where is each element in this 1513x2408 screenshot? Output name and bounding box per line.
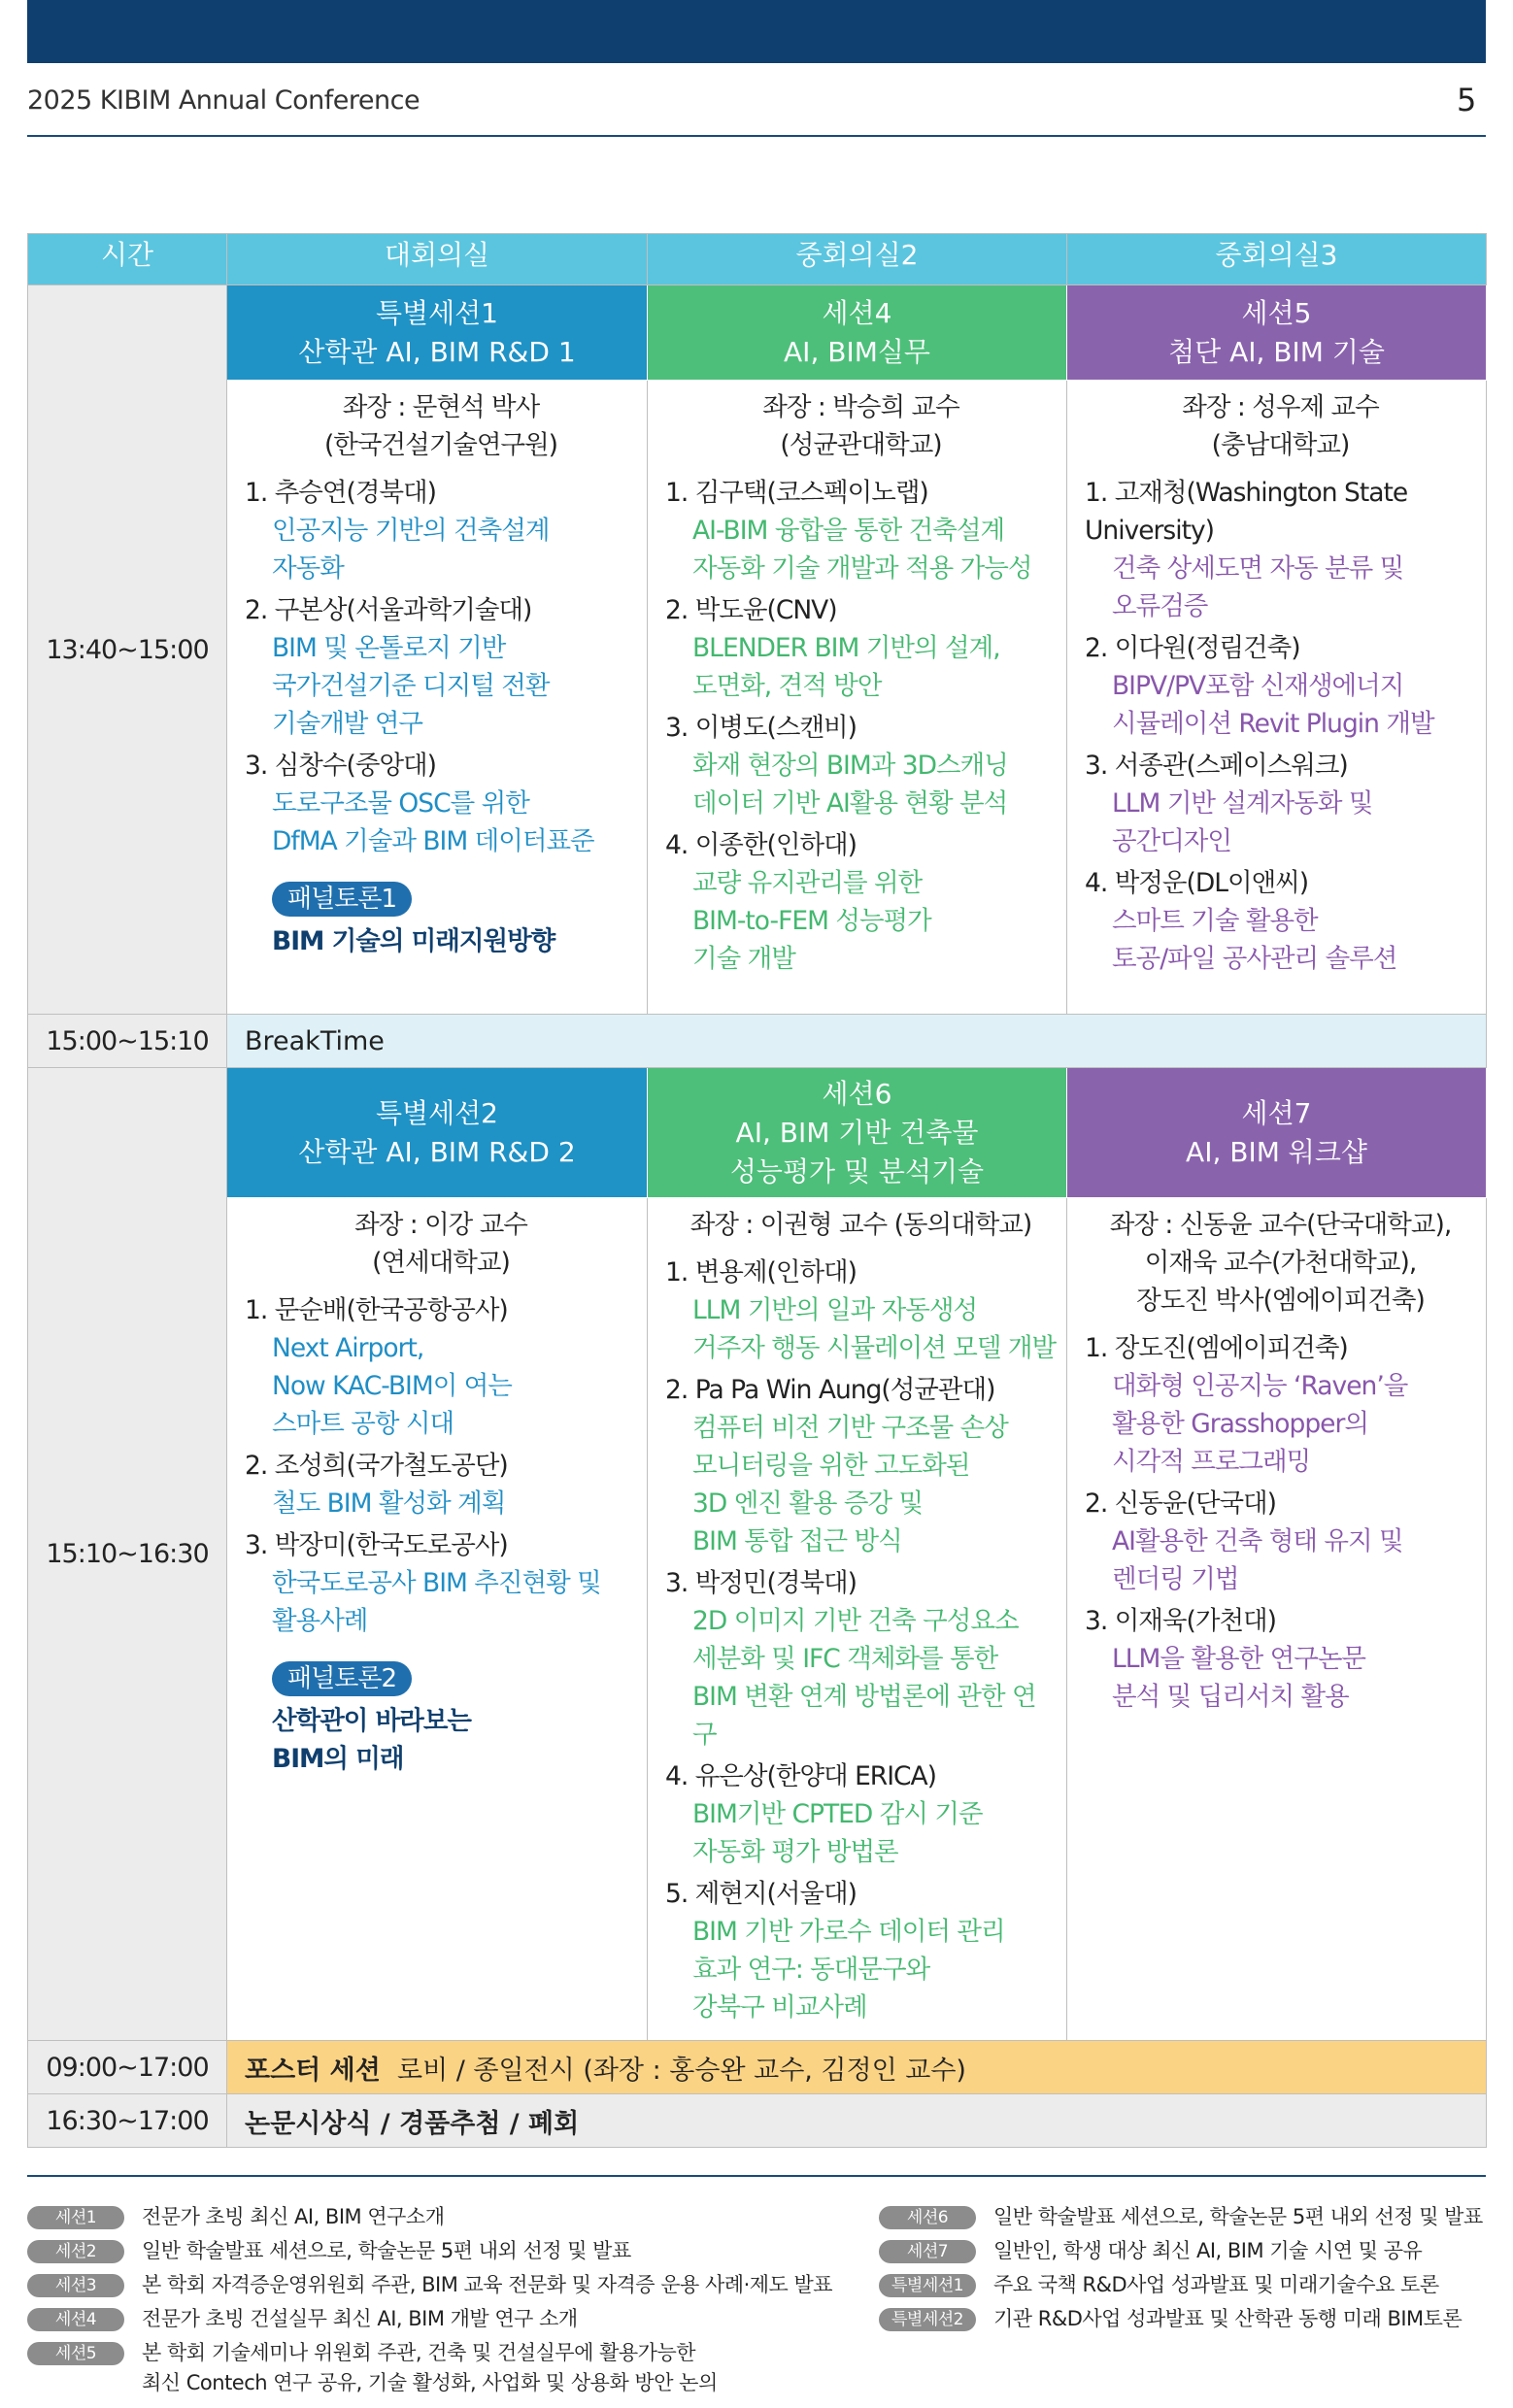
talk-title: BIM 통합 접근 방식 xyxy=(692,1526,902,1556)
talk-title: 대화형 인공지능 ‘Raven’을 xyxy=(1112,1371,1408,1401)
session-subtitle: 첨단 AI, BIM 기술 xyxy=(1168,335,1385,368)
talk-speaker: 2. 박도윤(CNV) xyxy=(665,595,837,625)
talk-title: 오류검증 xyxy=(1112,591,1208,621)
page-number: 5 xyxy=(1457,82,1477,118)
closing-label: 논문시상식 / 경품추첨 / 폐회 xyxy=(227,2094,1487,2148)
col-time: 시간 xyxy=(28,234,227,285)
chair-line: (성균관대학교) xyxy=(780,430,942,460)
talk-speaker: 2. Pa Pa Win Aung(성균관대) xyxy=(665,1375,995,1405)
chair-line: (한국건설기술연구원) xyxy=(323,430,558,460)
talk-item xyxy=(665,709,1057,822)
footer-divider xyxy=(27,2175,1486,2177)
break-row xyxy=(28,1015,1487,1068)
talk-speaker: 4. 유은상(한양대 ERICA) xyxy=(665,1761,937,1791)
talk-title: 거주자 행동 시뮬레이션 모델 개발 xyxy=(692,1333,1057,1363)
legend-line: 전문가 초빙 건설실무 최신 AI, BIM 개발 연구 소개 xyxy=(142,2307,578,2330)
room-content xyxy=(1067,1198,1487,2041)
legend-text xyxy=(993,2304,1462,2334)
talk-speaker: 5. 제현지(서울대) xyxy=(665,1879,857,1909)
break-time: 15:00~15:10 xyxy=(28,1015,227,1068)
legend-row xyxy=(27,2338,872,2398)
talk-title: 3D 엔진 활용 증강 및 xyxy=(692,1488,924,1519)
legend-text xyxy=(142,2202,444,2232)
room-content xyxy=(227,1198,648,2041)
chair-line: (연세대학교) xyxy=(372,1248,510,1278)
session-name: 특별세션1 xyxy=(375,296,498,329)
talk-title: BLENDER BIM 기반의 설계, xyxy=(692,633,1000,663)
talk-speaker: 3. 이재욱(가천대) xyxy=(1085,1606,1276,1636)
talk-speaker: 3. 서종관(스페이스워크) xyxy=(1085,751,1348,781)
talk-title: BIM 및 온톨로지 기반 xyxy=(272,633,506,663)
session-subtitle: 산학관 AI, BIM R&D 2 xyxy=(298,1135,576,1168)
legend-tag: 특별세션1 xyxy=(879,2274,976,2297)
header-row xyxy=(28,234,1487,285)
chair-line: 좌장 : 문현석 박사 xyxy=(342,392,540,422)
panel-badge: 패널토론1 xyxy=(272,882,412,917)
talk-item xyxy=(245,747,637,860)
session-name: 세션5 xyxy=(1241,296,1312,329)
talk-speaker: 2. 구본상(서울과학기술대) xyxy=(245,595,532,625)
talk-speaker: 1. 김구택(코스펙이노랩) xyxy=(665,478,928,508)
poster-label: 포스터 세션 xyxy=(245,2055,381,2086)
talk-title: AI-BIM 융합을 통한 건축설계 xyxy=(692,516,1005,546)
talk-title: 건축 상세도면 자동 분류 및 xyxy=(1112,553,1404,584)
block1-session-row xyxy=(28,285,1487,381)
talk-title: 한국도로공사 BIM 추진현황 및 xyxy=(272,1568,601,1598)
session-subtitle: AI, BIM실무 xyxy=(784,335,930,368)
talk-title: 스마트 공항 시대 xyxy=(272,1409,454,1439)
poster-detail: 로비 / 종일전시 (좌장 : 홍승완 교수, 김정인 교수) xyxy=(396,2055,966,2086)
legend-tag: 세션6 xyxy=(879,2206,976,2229)
session-chair xyxy=(665,388,1057,464)
col-room-3: 중회의실3 xyxy=(1067,234,1487,285)
legend-tag: 세션5 xyxy=(27,2342,124,2365)
legend-row xyxy=(879,2202,1491,2232)
talk-title: 강북구 비교사례 xyxy=(692,1992,867,2023)
block1-time: 13:40~15:00 xyxy=(28,285,227,1015)
talk-title: 도면화, 견적 방안 xyxy=(692,671,882,701)
talk-item xyxy=(1085,1602,1476,1716)
chair-line: 좌장 : 이강 교수 xyxy=(354,1210,527,1240)
talk-speaker: 3. 박정민(경북대) xyxy=(665,1568,857,1598)
talk-title: 기술개발 연구 xyxy=(272,709,423,739)
legend-tag: 세션2 xyxy=(27,2240,124,2263)
session-header xyxy=(1067,285,1487,381)
talk-item xyxy=(665,826,1057,978)
room-content xyxy=(648,381,1067,1015)
talk-item xyxy=(1085,1329,1476,1481)
legend-tag: 특별세션2 xyxy=(879,2308,976,2331)
session-header xyxy=(648,1068,1067,1198)
talk-item xyxy=(245,1526,637,1640)
talk-speaker: 2. 이다원(정림건축) xyxy=(1085,633,1300,663)
legend-line: 본 학회 자격증운영위원회 주관, BIM 교육 전문화 및 자격증 운용 사례·제도 발표 xyxy=(142,2273,833,2296)
panel-badge: 패널토론2 xyxy=(272,1661,412,1696)
closing-row xyxy=(28,2094,1487,2148)
talk-speaker: 3. 박장미(한국도로공사) xyxy=(245,1530,508,1560)
legend-tag: 세션1 xyxy=(27,2206,124,2229)
talk-title: 토공/파일 공사관리 솔루션 xyxy=(1112,944,1397,974)
talk-item xyxy=(1085,474,1476,625)
session-chair xyxy=(1085,1206,1476,1320)
talk-item xyxy=(665,591,1057,705)
talk-item xyxy=(665,474,1057,587)
session-header xyxy=(648,285,1067,381)
chair-line: 장도진 박사(엠에이피건축) xyxy=(1136,1286,1425,1316)
talk-item xyxy=(1085,747,1476,860)
legend-text xyxy=(993,2270,1439,2300)
legend-row xyxy=(27,2270,872,2300)
talk-title: 모니터링을 위한 고도화된 xyxy=(692,1451,970,1481)
chair-line: 좌장 : 신동윤 교수(단국대학교), xyxy=(1109,1210,1452,1240)
talk-title: 활용사례 xyxy=(272,1606,368,1636)
legend-tag: 세션7 xyxy=(879,2240,976,2263)
panel-title: 산학관이 바라보는 xyxy=(272,1706,472,1736)
block2-time: 15:10~16:30 xyxy=(28,1068,227,2041)
talk-title: Now KAC-BIM이 여는 xyxy=(272,1371,512,1401)
session-header xyxy=(1067,1068,1487,1198)
session-header xyxy=(227,1068,648,1198)
session-name: 세션4 xyxy=(822,296,892,329)
legend-line: 일반인, 학생 대상 최신 AI, BIM 기술 시연 및 공유 xyxy=(993,2239,1423,2262)
talk-item xyxy=(245,591,637,743)
talk-title: 세분화 및 IFC 객체화를 통한 xyxy=(692,1644,998,1674)
poster-info xyxy=(227,2041,1487,2094)
legend-right xyxy=(879,2202,1491,2338)
talk-title: 자동화 xyxy=(272,553,344,584)
room-content xyxy=(1067,381,1487,1015)
talk-title: BIM-to-FEM 성능평가 xyxy=(692,906,931,936)
talk-title: LLM 기반의 일과 자동생성 xyxy=(692,1295,978,1325)
legend-text xyxy=(993,2236,1422,2266)
legend-line: 최신 Contech 연구 공유, 기술 활성화, 사업화 및 상용화 방안 논의 xyxy=(142,2371,718,2394)
talk-title: 2D 이미지 기반 건축 구성요소 xyxy=(692,1606,1019,1636)
block2-content-row xyxy=(28,1198,1487,2041)
talk-title: 국가건설기준 디지털 전환 xyxy=(272,671,550,701)
talk-item xyxy=(245,474,637,587)
talk-title: AI활용한 건축 형태 유지 및 xyxy=(1112,1526,1403,1556)
legend-left xyxy=(27,2202,872,2402)
legend-text xyxy=(142,2270,832,2300)
talk-title: 효과 연구: 동대문구와 xyxy=(692,1955,930,1985)
talk-item xyxy=(665,1254,1057,1367)
talk-speaker: 1. 문순배(한국공항공사) xyxy=(245,1295,508,1325)
chair-line: 좌장 : 박승희 교수 xyxy=(762,392,959,422)
talk-title: 렌더링 기법 xyxy=(1112,1564,1239,1594)
col-room-2: 중회의실2 xyxy=(648,234,1067,285)
talk-title: 인공지능 기반의 건축설계 xyxy=(272,516,550,546)
talk-title: 시각적 프로그래밍 xyxy=(1112,1447,1311,1477)
talk-title: 스마트 기술 활용한 xyxy=(1112,906,1318,936)
talk-speaker: 1. 추승연(경북대) xyxy=(245,478,436,508)
col-room-main: 대회의실 xyxy=(227,234,648,285)
talk-speaker: 1. 고재청(Washington State University) xyxy=(1085,478,1408,546)
talk-item xyxy=(245,1291,637,1443)
talk-title: 공간디자인 xyxy=(1112,826,1231,856)
block1-content-row xyxy=(28,381,1487,1015)
legend-row xyxy=(27,2236,872,2266)
panel-title: BIM의 미래 xyxy=(272,1744,404,1774)
legend-tag: 세션3 xyxy=(27,2274,124,2297)
talk-speaker: 2. 신동윤(단국대) xyxy=(1085,1488,1276,1519)
session-header xyxy=(227,285,648,381)
talk-speaker: 2. 조성희(국가철도공단) xyxy=(245,1451,508,1481)
talk-speaker: 1. 변용제(인하대) xyxy=(665,1257,857,1288)
talk-title: BIM 기반 가로수 데이터 관리 xyxy=(692,1917,1005,1947)
talk-title: 교량 유지관리를 위한 xyxy=(692,868,923,898)
closing-time: 16:30~17:00 xyxy=(28,2094,227,2148)
conference-title: 2025 KIBIM Annual Conference xyxy=(27,85,420,116)
session-chair xyxy=(245,388,637,464)
talk-title: LLM을 활용한 연구논문 xyxy=(1112,1644,1366,1674)
talk-title: 활용한 Grasshopper의 xyxy=(1112,1409,1368,1439)
talk-title: 자동화 평가 방법론 xyxy=(692,1837,898,1867)
legend-text xyxy=(993,2202,1483,2232)
panel-title: BIM 기술의 미래지원방향 xyxy=(272,926,555,956)
talk-title: DfMA 기술과 BIM 데이터표준 xyxy=(272,826,594,856)
talk-speaker: 3. 이병도(스캔비) xyxy=(665,713,857,743)
talk-speaker: 1. 장도진(엠에이피건축) xyxy=(1085,1333,1348,1363)
legend-row xyxy=(879,2304,1491,2334)
block2-session-row xyxy=(28,1068,1487,1198)
legend-text xyxy=(142,2304,578,2334)
room-content xyxy=(648,1198,1067,2041)
talk-title: 데이터 기반 AI활용 현황 분석 xyxy=(692,788,1008,819)
schedule-table xyxy=(27,233,1487,2148)
legend-line: 주요 국책 R&D사업 성과발표 및 미래기술수요 토론 xyxy=(993,2273,1439,2296)
talk-title: 컴퓨터 비전 기반 구조물 손상 xyxy=(692,1413,1008,1443)
legend-line: 전문가 초빙 최신 AI, BIM 연구소개 xyxy=(142,2205,445,2228)
talk-speaker: 3. 심창수(중앙대) xyxy=(245,751,436,781)
talk-speaker: 4. 박정운(DL이앤씨) xyxy=(1085,868,1309,898)
legend-line: 기관 R&D사업 성과발표 및 산학관 동행 미래 BIM토론 xyxy=(993,2307,1463,2330)
poster-time: 09:00~17:00 xyxy=(28,2041,227,2094)
chair-line: 이재욱 교수(가천대학교), xyxy=(1144,1248,1417,1278)
talk-title: 철도 BIM 활성화 계획 xyxy=(272,1488,506,1519)
talk-item xyxy=(1085,1485,1476,1598)
talk-title: 자동화 기술 개발과 적용 가능성 xyxy=(692,553,1032,584)
legend-line: 일반 학술발표 세션으로, 학술논문 5편 내외 선정 및 발표 xyxy=(993,2205,1483,2228)
poster-row xyxy=(28,2041,1487,2094)
session-subtitle-2: 성능평가 및 분석기술 xyxy=(729,1154,985,1187)
chair-line: (충남대학교) xyxy=(1211,430,1350,460)
talk-title: LLM 기반 설계자동화 및 xyxy=(1112,788,1373,819)
legend-tag: 세션4 xyxy=(27,2308,124,2331)
header-divider xyxy=(27,135,1486,137)
chair-line: 좌장 : 성우제 교수 xyxy=(1182,392,1379,422)
talk-title: Next Airport, xyxy=(272,1333,424,1363)
talk-title: BIM기반 CPTED 감시 기준 xyxy=(692,1799,983,1829)
talk-title: 분석 및 딥리서치 활용 xyxy=(1112,1682,1349,1712)
top-banner xyxy=(27,0,1486,63)
talk-title: 도로구조물 OSC를 위한 xyxy=(272,788,529,819)
talk-item xyxy=(245,1447,637,1522)
session-chair xyxy=(245,1206,637,1282)
talk-item xyxy=(665,1875,1057,2026)
talk-title: BIM 변환 연계 방법론에 관한 연구 xyxy=(692,1682,1036,1750)
session-name: 세션7 xyxy=(1241,1096,1312,1129)
legend-text xyxy=(142,2338,718,2398)
legend-row xyxy=(27,2202,872,2232)
chair-line: 좌장 : 이권형 교수 (동의대학교) xyxy=(689,1210,1032,1240)
break-label: BreakTime xyxy=(227,1015,1487,1068)
talk-title: 시뮬레이션 Revit Plugin 개발 xyxy=(1112,709,1434,739)
session-subtitle: AI, BIM 기반 건축물 xyxy=(735,1116,979,1149)
legend-row xyxy=(879,2236,1491,2266)
room-content xyxy=(227,381,648,1015)
legend-text xyxy=(142,2236,631,2266)
session-chair xyxy=(1085,388,1476,464)
legend-row xyxy=(27,2304,872,2334)
talk-item xyxy=(665,1564,1057,1754)
session-subtitle: AI, BIM 워크샵 xyxy=(1186,1135,1367,1168)
legend-line: 본 학회 기술세미나 위원회 주관, 건축 및 건설실무에 활용가능한 xyxy=(142,2341,696,2364)
legend-row xyxy=(879,2270,1491,2300)
talk-item xyxy=(665,1757,1057,1871)
talk-title: 화재 현장의 BIM과 3D스캐닝 xyxy=(692,751,1008,781)
talk-speaker: 4. 이종한(인하대) xyxy=(665,830,857,860)
talk-title: BIPV/PV포함 신재생에너지 xyxy=(1112,671,1404,701)
talk-item xyxy=(665,1371,1057,1560)
session-name: 세션6 xyxy=(822,1077,892,1110)
talk-item xyxy=(1085,629,1476,743)
session-name: 특별세션2 xyxy=(375,1096,498,1129)
session-subtitle: 산학관 AI, BIM R&D 1 xyxy=(298,335,576,368)
talk-title: 기술 개발 xyxy=(692,944,795,974)
legend-line: 일반 학술발표 세션으로, 학술논문 5편 내외 선정 및 발표 xyxy=(142,2239,631,2262)
talk-item xyxy=(1085,864,1476,978)
session-chair xyxy=(665,1206,1057,1244)
